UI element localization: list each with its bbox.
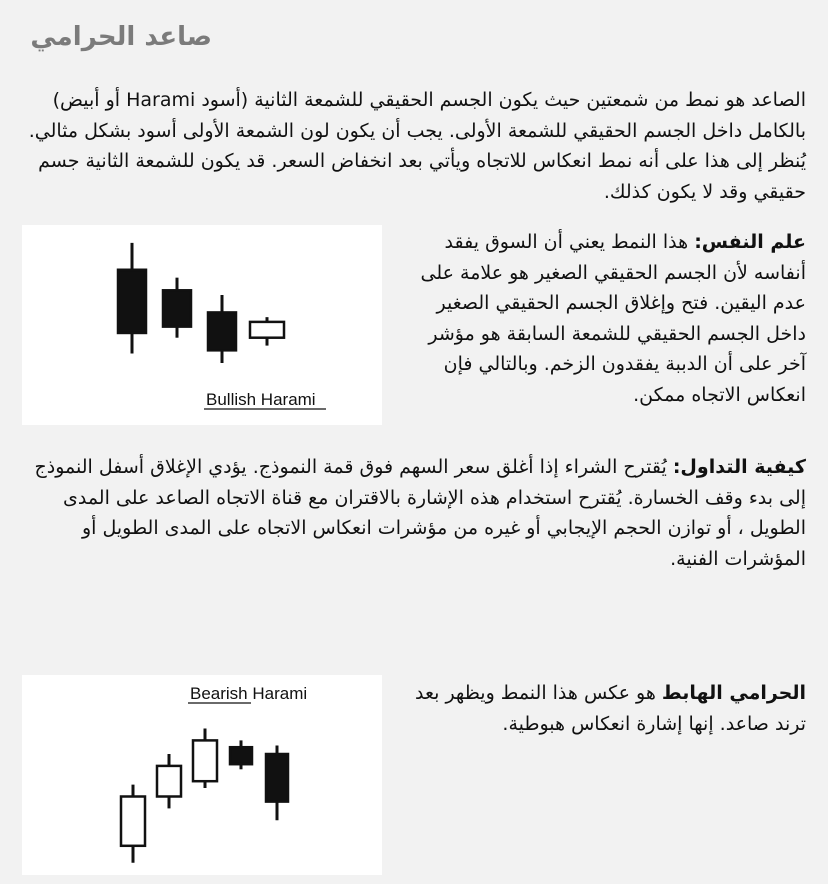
- white-candle-body: [250, 322, 284, 338]
- trading-label: كيفية التداول:: [672, 456, 806, 478]
- bullish-harami-figure: [22, 225, 382, 425]
- black-candle-body: [266, 754, 288, 802]
- bearish-label: الحرامي الهابط: [661, 682, 806, 704]
- intro-paragraph: الصاعد هو نمط من شمعتين حيث يكون الجسم الحقيقي للشمعة الثانية (أسود Harami أو أبيض) بالكامل داخل الجسم الحقيقي للشمعة الأولى. يجب أن يكون لون الشمعة الأولى أسود بشكل مثالي. يُنظر إلى هذا على أنه نمط انعكاس للاتجاه ويأتي بعد انخفاض السعر. قد يكون للشمعة الثانية جسم حقيقي وقد لا يكون كذلك.: [28, 89, 806, 203]
- bearish-paragraph: [406, 678, 806, 739]
- bearish-harami-chart: [22, 675, 382, 875]
- bearish-text: هو عكس هذا النمط ويظهر بعد ترند صاعد. إنها إشارة انعكاس هبوطية.: [414, 682, 806, 735]
- psychology-text: هذا النمط يعني أن السوق يفقد أنفاسه لأن الجسم الحقيقي الصغير هو علامة على عدم اليقين. فتح وإغلاق الجسم الحقيقي الصغير داخل الجسم الحقيقي للشمعة السابقة هو مؤشر آخر على أن الدببة يفقدون الزخم. وبالتالي فإن انعكاس الاتجاه ممكن.: [420, 231, 806, 406]
- trading-text: يُقترح الشراء إذا أغلق سعر السهم فوق قمة النموذج. يؤدي الإغلاق أسفل النموذج إلى بدء وقف الخسارة. يُقترح استخدام هذه الإشارة بالاقتران مع قناة الاتجاه الصاعد على المدى الطويل ، أو توازن الحجم الإيجابي أو غيره من مؤشرات انعكاس الاتجاه على المدى الطويل أو المؤشرات الفنية.: [34, 456, 806, 570]
- bullish-harami-chart: [22, 225, 382, 425]
- bullish-harami-caption: Bullish Harami: [206, 390, 316, 409]
- black-candle-body: [163, 290, 191, 326]
- psychology-label: علم النفس:: [694, 231, 806, 253]
- white-candle-body: [193, 740, 217, 781]
- white-candle-body: [157, 766, 181, 797]
- page-title: صاعد الحرامي: [30, 22, 212, 52]
- trading-paragraph: [14, 452, 806, 574]
- bearish-harami-figure: [22, 675, 382, 875]
- black-candle-body: [208, 312, 236, 350]
- bearish-word: Bearish: [190, 684, 248, 703]
- psychology-paragraph: [406, 227, 806, 410]
- black-candle-body: [118, 270, 146, 333]
- black-candle-body: [230, 747, 252, 764]
- harami-word: Harami: [247, 684, 308, 703]
- bearish-harami-caption: [190, 684, 307, 703]
- white-candle-body: [121, 797, 145, 846]
